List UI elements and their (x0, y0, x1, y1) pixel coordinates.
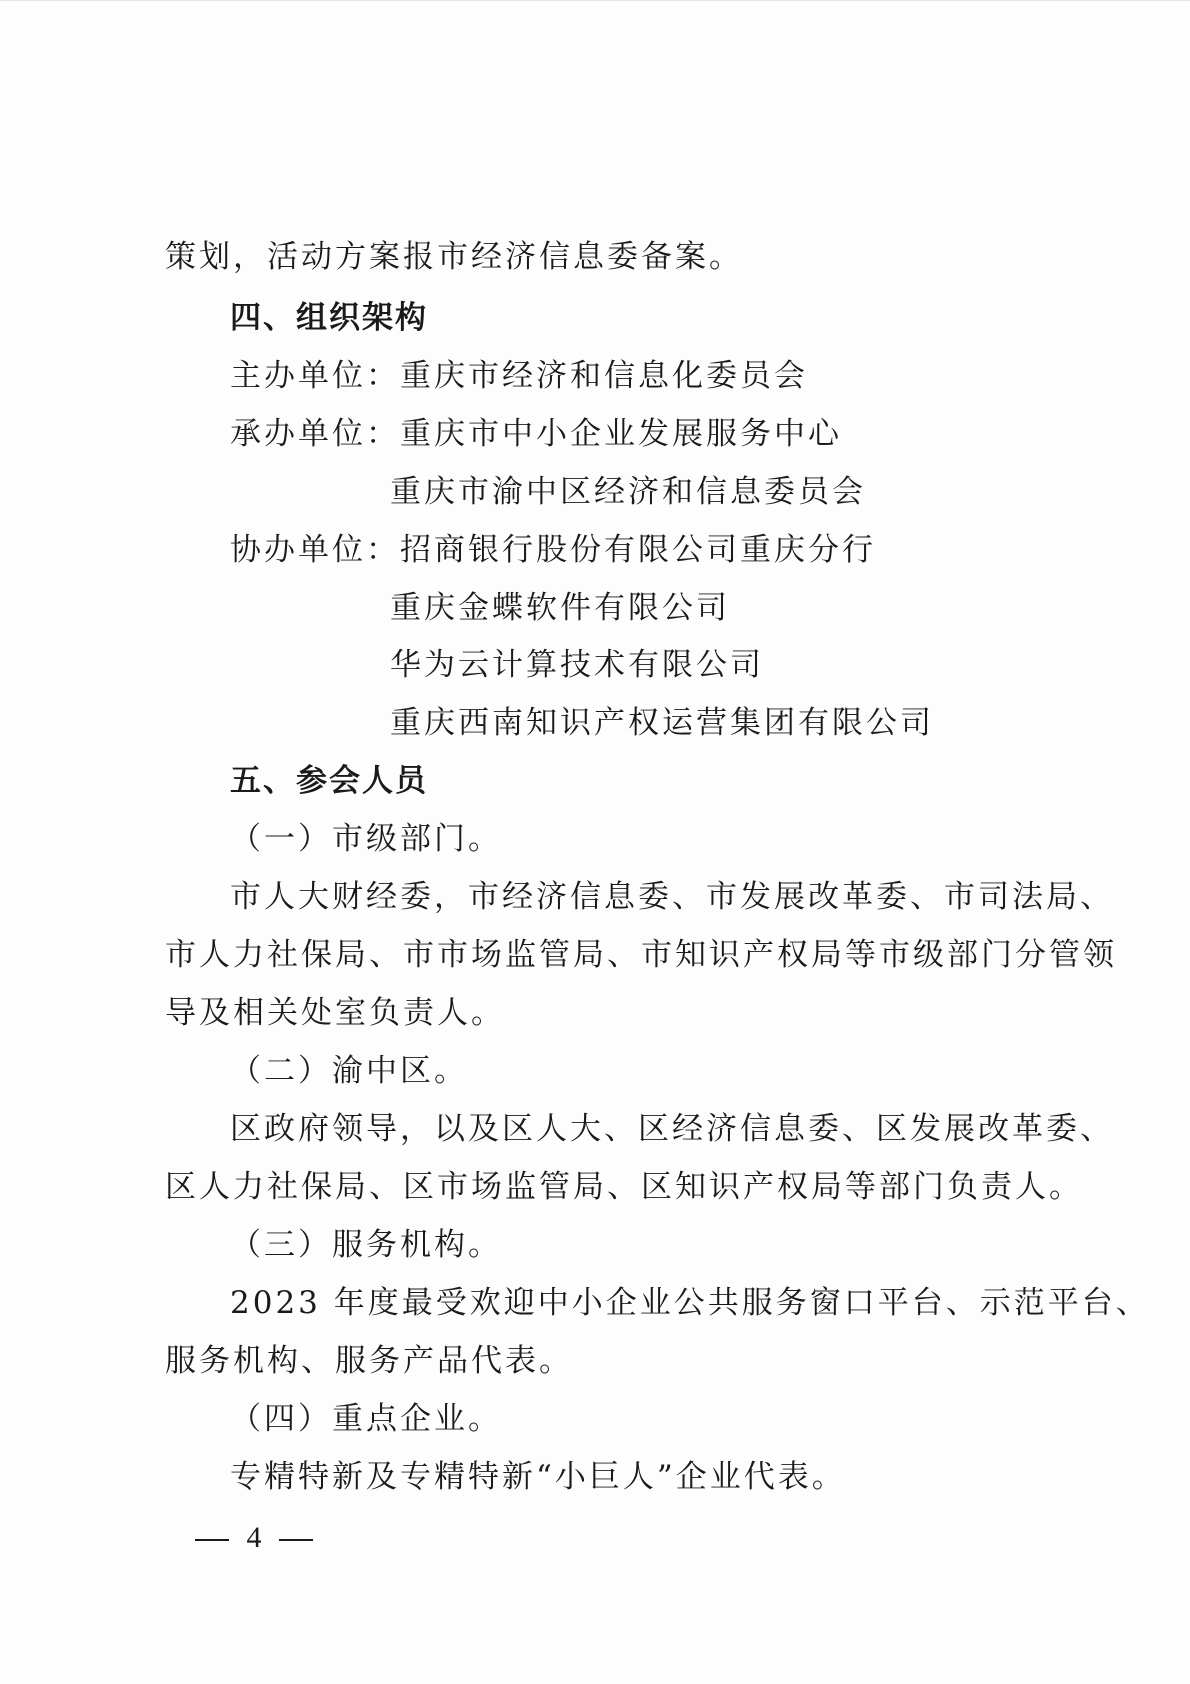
section-heading-organization: 四、组织架构 (230, 300, 428, 336)
page-number-dash-left (195, 1539, 229, 1541)
text-line-service-2: 服务机构、服务产品代表。 (165, 1343, 573, 1379)
text-line-organizer-2: 重庆市渝中区经济和信息委员会 (390, 474, 866, 510)
text-line-co-organizer-2: 重庆金蝶软件有限公司 (390, 590, 730, 626)
subheading-key-enterprises: （四）重点企业。 (230, 1401, 502, 1437)
section-heading-attendees: 五、参会人员 (230, 763, 428, 799)
text-line-co-organizer: 协办单位：招商银行股份有限公司重庆分行 (230, 532, 876, 568)
text-line-district-1: 区政府领导，以及区人大、区经济信息委、区发展改革委、 (230, 1111, 1114, 1147)
subheading-city-departments: （一）市级部门。 (230, 821, 502, 857)
text-line-co-organizer-4: 重庆西南知识产权运营集团有限公司 (390, 705, 934, 741)
page-number-value: 4 (246, 1521, 262, 1554)
text-line-co-organizer-3: 华为云计算技术有限公司 (390, 647, 764, 683)
text-line-service-1: 2023 年度最受欢迎中小企业公共服务窗口平台、示范平台、 (230, 1285, 1150, 1321)
text-line-1: 策划，活动方案报市经济信息委备案。 (165, 239, 743, 275)
subheading-service-agencies: （三）服务机构。 (230, 1227, 502, 1263)
text-line-host: 主办单位：重庆市经济和信息化委员会 (230, 358, 808, 394)
scan-edge-mark (0, 0, 1190, 1)
text-line-city-3: 导及相关处室负责人。 (165, 995, 505, 1031)
text-line-district-2: 区人力社保局、区市场监管局、区知识产权局等部门负责人。 (165, 1169, 1083, 1205)
page-number (195, 1518, 313, 1558)
text-line-city-1: 市人大财经委，市经济信息委、市发展改革委、市司法局、 (230, 879, 1114, 915)
text-line-organizer: 承办单位：重庆市中小企业发展服务中心 (230, 416, 842, 452)
text-line-enterprises: 专精特新及专精特新“小巨人”企业代表。 (230, 1459, 846, 1495)
text-line-city-2: 市人力社保局、市市场监管局、市知识产权局等市级部门分管领 (165, 937, 1117, 973)
page-number-dash-right (279, 1539, 313, 1541)
subheading-yuzhong: （二）渝中区。 (230, 1053, 468, 1089)
